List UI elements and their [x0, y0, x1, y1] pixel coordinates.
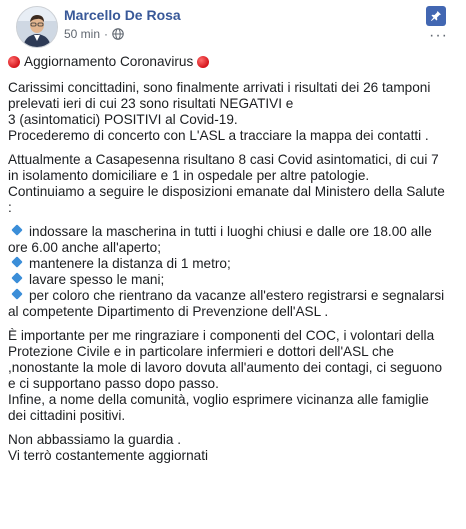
text-line: Attualmente a Casapesenna risultano 8 casi Covid asintomatici, di cui 7: [8, 152, 439, 167]
text-line: Procederemo di concerto con L'ASL a tracciare la mappa dei contatti .: [8, 128, 429, 143]
avatar-photo: [17, 7, 57, 47]
post-options-menu[interactable]: ···: [429, 27, 448, 44]
meta-separator: ·: [104, 27, 109, 41]
list-item: [8, 288, 460, 304]
text-line: Non abbassiamo la guardia .: [8, 432, 182, 447]
list-item-text: per coloro che rientrano da vacanze all'estero registrarsi e segnalarsi: [29, 288, 445, 303]
author-name[interactable]: Marcello De Rosa: [64, 7, 181, 23]
text-line: :: [8, 200, 12, 215]
post-body: [8, 54, 460, 472]
list-item-continuation: ore 6.00 anche all'aperto;: [8, 240, 161, 255]
blue-diamond-emoji: [11, 256, 22, 267]
text-line: Vi terrò costantemente aggiornati: [8, 448, 208, 463]
pin-icon[interactable]: [426, 6, 446, 26]
text-line: Protezione Civile e in particolare infermieri e dottori dell'ASL che: [8, 344, 394, 359]
list-item: [8, 256, 460, 272]
paragraph-results: [8, 80, 460, 144]
list-item-text: mantenere la distanza di 1 metro;: [29, 256, 231, 271]
red-circle-emoji: [8, 56, 20, 68]
text-line: e ci supportano passo dopo passo.: [8, 376, 219, 391]
globe-icon[interactable]: [112, 28, 124, 40]
pin-glyph: [430, 10, 442, 22]
post-title: Aggiornamento Coronavirus: [24, 54, 194, 69]
text-line: dei cittadini positivi.: [8, 408, 126, 423]
avatar[interactable]: [16, 6, 58, 48]
bullet-list: [8, 224, 460, 320]
paragraph-thanks: [8, 328, 460, 424]
post-timestamp[interactable]: 50 min: [64, 27, 101, 41]
text-line: prelevati ieri di cui 23 sono risultati NEGATIVI e: [8, 96, 294, 111]
list-item: [8, 224, 460, 240]
text-line: È importante per me ringraziare i componenti del COC, i volontari della: [8, 328, 435, 343]
text-line: 3 (asintomatici) POSITIVI al Covid-19.: [8, 112, 238, 127]
blue-diamond-emoji: [11, 272, 22, 283]
red-circle-emoji: [197, 56, 209, 68]
list-item-continuation: al competente Dipartimento di Prevenzione dell'ASL .: [8, 304, 329, 319]
paragraph-current-cases: [8, 152, 460, 216]
blue-diamond-emoji: [11, 288, 22, 299]
text-line: ,nonostante la mole di lavoro dovuta all'aumento dei contagi, ci seguono: [8, 360, 443, 375]
list-item: [8, 272, 460, 288]
post-title-line: [8, 54, 460, 70]
blue-diamond-emoji: [11, 224, 22, 235]
paragraph-closing: [8, 432, 460, 464]
post-meta: [64, 27, 124, 41]
text-line: Carissimi concittadini, sono finalmente arrivati i risultati dei 26 tamponi: [8, 80, 431, 95]
text-line: in isolamento domiciliare e 1 in ospedale per altre patologie.: [8, 168, 370, 183]
text-line: Infine, a nome della comunità, voglio esprimere vicinanza alle famiglie: [8, 392, 429, 407]
text-line: Continuiamo a seguire le disposizioni emanate dal Ministero della Salute: [8, 184, 445, 199]
list-item-text: lavare spesso le mani;: [29, 272, 165, 287]
post-header: [8, 0, 458, 48]
list-item-text: indossare la mascherina in tutti i luoghi chiusi e dalle ore 18.00 alle: [29, 224, 432, 239]
